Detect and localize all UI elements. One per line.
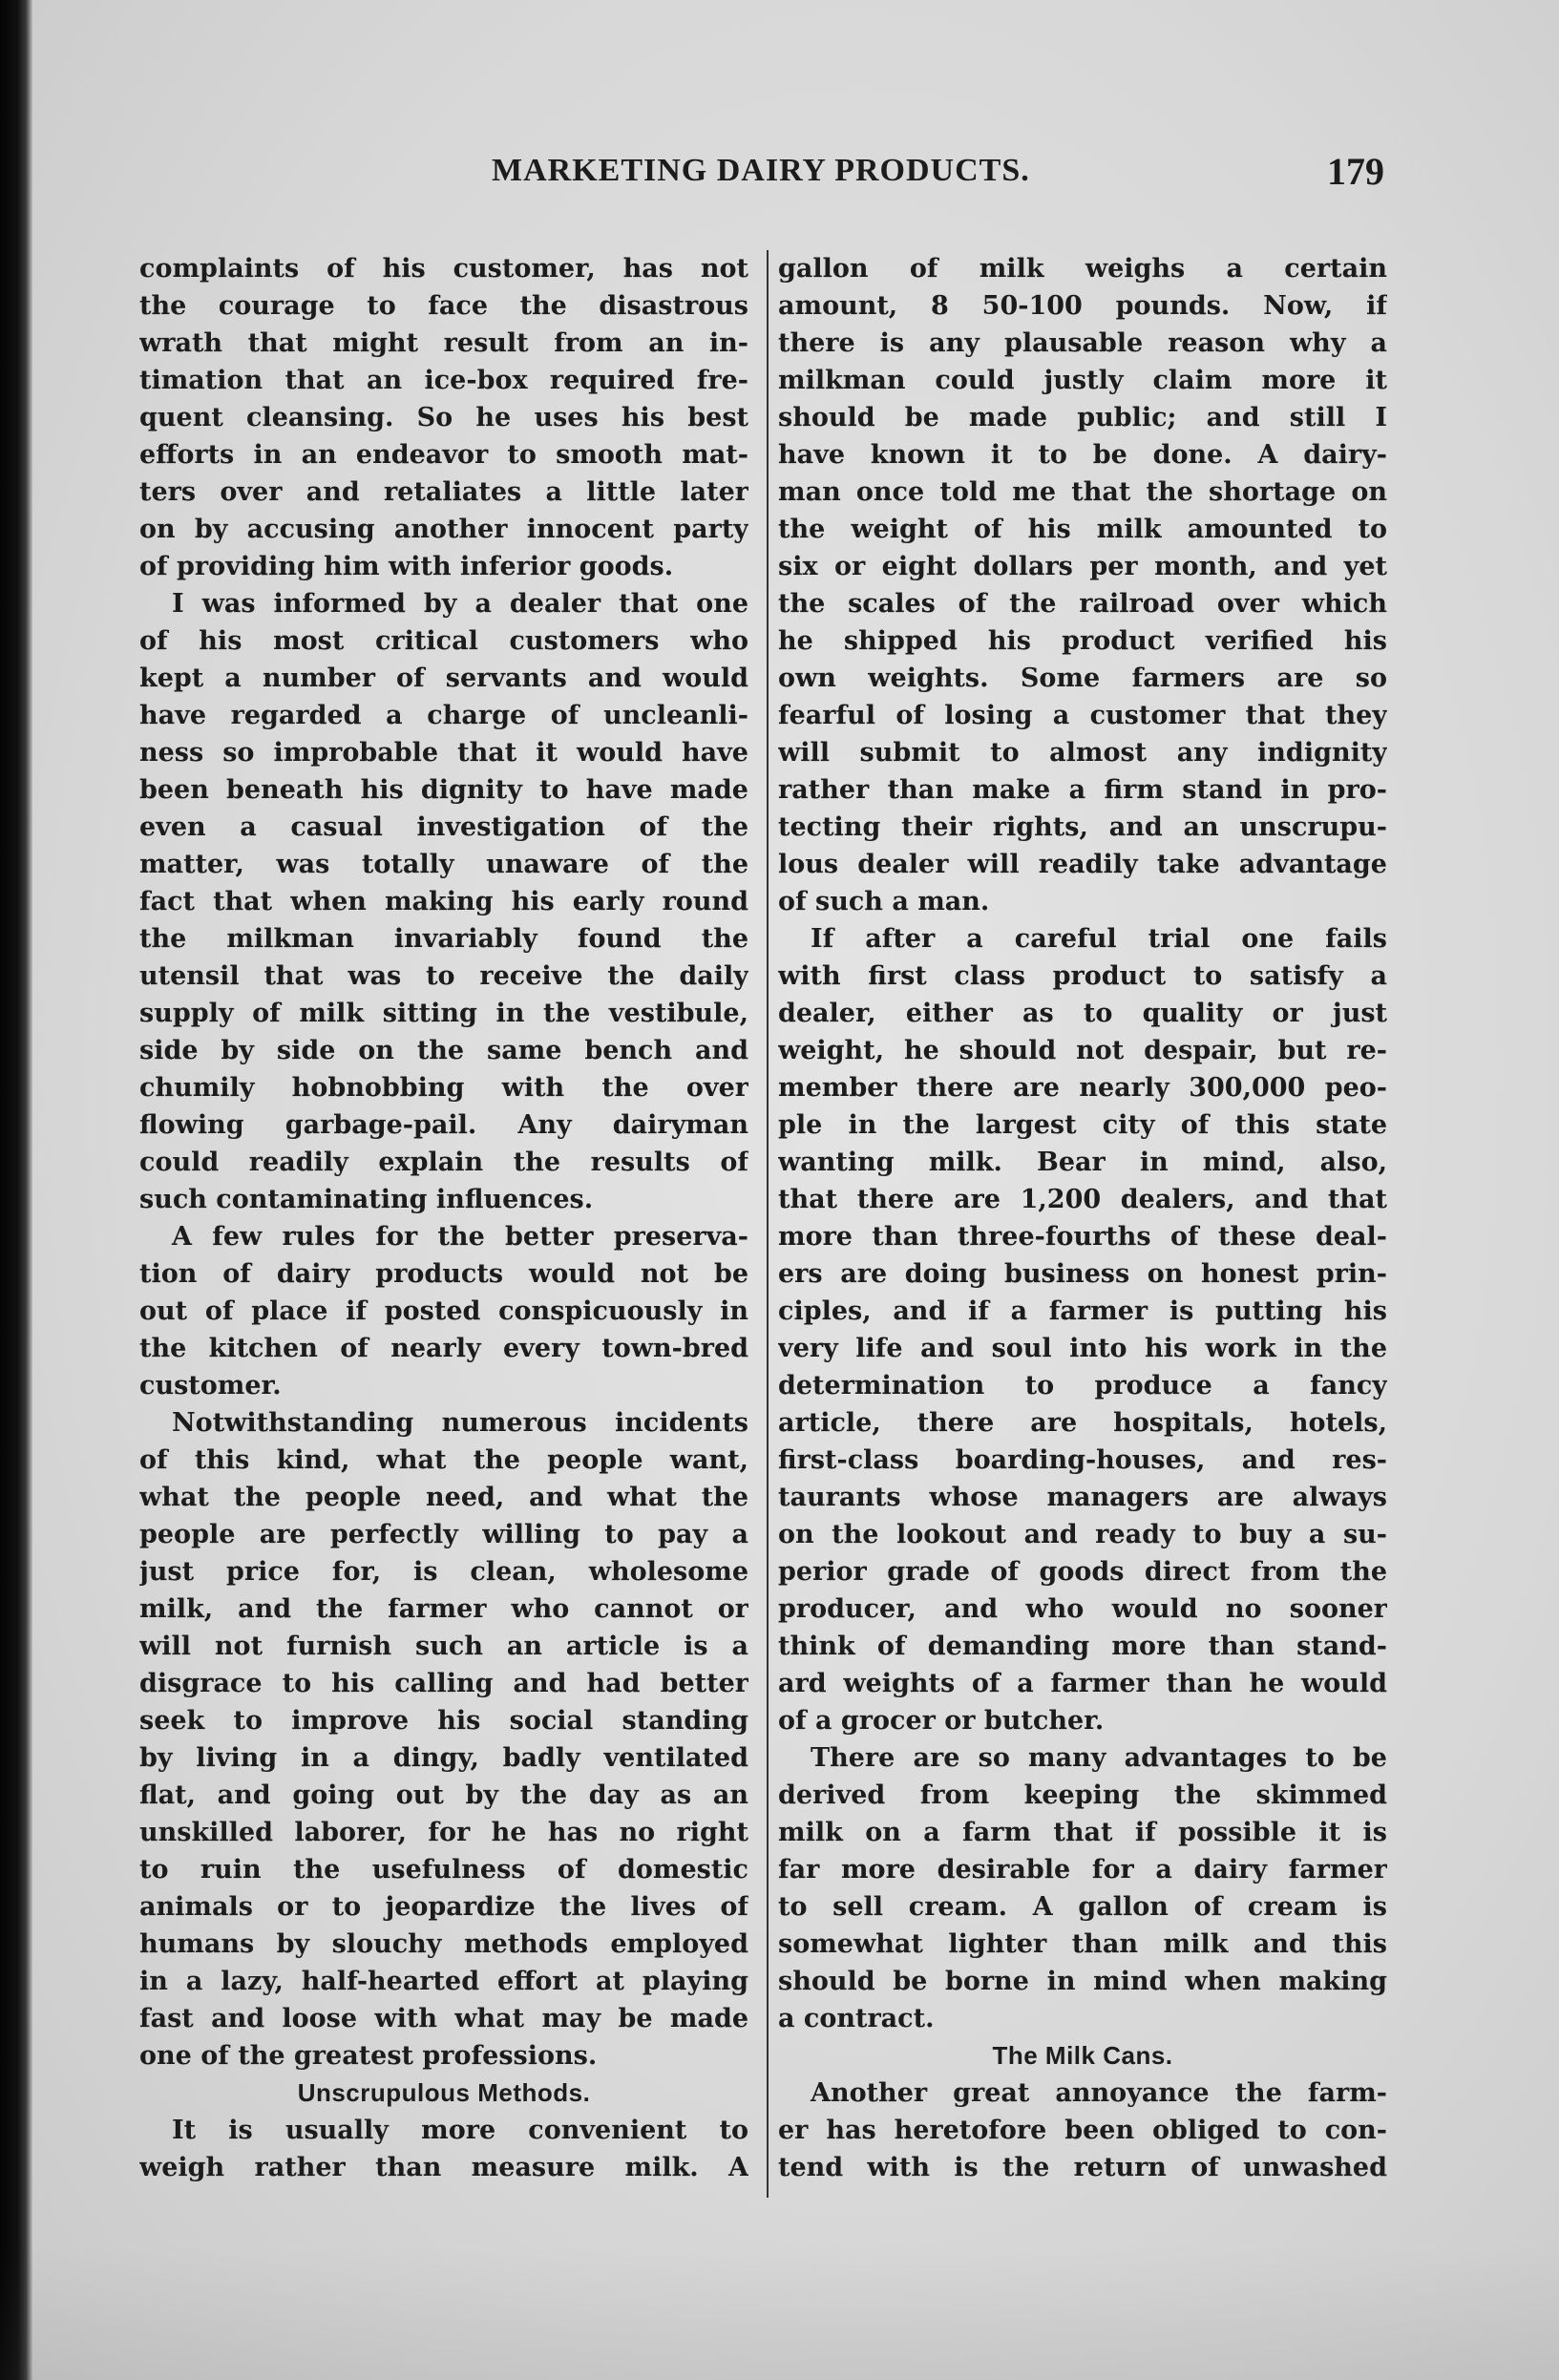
- text-line: have known it to be done. A dairy-: [778, 440, 1387, 470]
- text-line: more than three-fourths of these deal-: [778, 1222, 1387, 1252]
- text-line: one of the greatest professions.: [139, 2041, 598, 2071]
- section-heading: Unscrupulous Methods.: [297, 2078, 591, 2107]
- text-line: weight, he should not despair, but re-: [778, 1036, 1387, 1065]
- text-line: efforts in an endeavor to smooth mat-: [139, 440, 748, 470]
- text-line: of a grocer or butcher.: [778, 1706, 1105, 1736]
- right-column: [778, 250, 1387, 2186]
- text-line: tecting their rights, and an unscrupu-: [778, 812, 1387, 842]
- text-line: If after a careful trial one fails: [811, 924, 1387, 954]
- text-line: milkman could justly claim more it: [778, 366, 1387, 395]
- text-line: of this kind, what the people want,: [139, 1445, 748, 1475]
- text-line: could readily explain the results of: [139, 1148, 748, 1177]
- text-line: humans by slouchy methods employed: [139, 1929, 748, 1959]
- text-line: complaints of his customer, has not: [139, 254, 748, 284]
- page-number: 179: [1327, 150, 1384, 193]
- text-line: on by accusing another innocent party: [139, 515, 748, 544]
- text-line: quent cleansing. So he uses his best: [139, 403, 748, 432]
- text-line: will submit to almost any indignity: [778, 738, 1387, 768]
- text-line: the milkman invariably found the: [139, 924, 748, 954]
- text-line: such contaminating influences.: [139, 1185, 594, 1214]
- text-line: people are perfectly willing to pay a: [139, 1520, 748, 1549]
- text-line: taurants whose managers are always: [778, 1483, 1387, 1512]
- text-line: with first class product to satisfy a: [778, 961, 1387, 991]
- text-line: a contract.: [778, 2004, 935, 2033]
- text-line: seek to improve his social standing: [139, 1706, 748, 1736]
- text-line: out of place if posted conspicuously in: [139, 1296, 748, 1326]
- text-line: think of demanding more than stand-: [778, 1632, 1387, 1661]
- text-line: animals or to jeopardize the lives of: [139, 1892, 748, 1922]
- text-line: far more desirable for a dairy farmer: [778, 1855, 1387, 1885]
- text-line: of his most critical customers who: [139, 626, 748, 656]
- text-line: customer.: [139, 1371, 282, 1401]
- text-line: perior grade of goods direct from the: [778, 1557, 1387, 1587]
- text-line: in a lazy, half-hearted effort at playing: [139, 1967, 748, 1996]
- text-line: chumily hobnobbing with the over: [139, 1073, 748, 1103]
- text-line: Another great annoyance the farm-: [811, 2078, 1387, 2108]
- text-line: ters over and retaliates a little later: [139, 477, 748, 507]
- text-line: been beneath his dignity to have made: [139, 775, 748, 805]
- text-line: by living in a dingy, badly ventilated: [139, 1743, 748, 1773]
- text-line: ers are doing business on honest prin-: [778, 1259, 1387, 1289]
- text-line: ple in the largest city of this state: [778, 1110, 1387, 1140]
- text-line: that there are 1,200 dealers, and that: [778, 1185, 1387, 1214]
- text-line: er has heretofore been obliged to con-: [778, 2116, 1387, 2145]
- text-line: on the lookout and ready to buy a su-: [778, 1520, 1387, 1549]
- text-line: will not furnish such an article is a: [139, 1632, 748, 1661]
- text-line: own weights. Some farmers are so: [778, 663, 1387, 693]
- text-line: unskilled laborer, for he has no right: [139, 1818, 748, 1847]
- text-line: utensil that was to receive the daily: [139, 961, 748, 991]
- text-line: milk on a farm that if possible it is: [778, 1818, 1387, 1847]
- text-line: very life and soul into his work in the: [778, 1334, 1387, 1363]
- text-line: ard weights of a farmer than he would: [778, 1669, 1387, 1698]
- text-line: to ruin the usefulness of domestic: [139, 1855, 748, 1885]
- text-line: should be made public; and still I: [778, 403, 1387, 432]
- text-line: member there are nearly 300,000 peo-: [778, 1073, 1387, 1103]
- section-heading: The Milk Cans.: [992, 2041, 1173, 2070]
- text-line: It is usually more convenient to: [172, 2116, 748, 2145]
- text-line: flowing garbage-pail. Any dairyman: [139, 1110, 748, 1140]
- text-line: the kitchen of nearly every town-bred: [139, 1334, 748, 1363]
- text-line: to sell cream. A gallon of cream is: [778, 1892, 1387, 1922]
- text-line: the weight of his milk amounted to: [778, 515, 1387, 544]
- text-line: the scales of the railroad over which: [778, 589, 1387, 619]
- text-line: disgrace to his calling and had better: [139, 1669, 748, 1698]
- text-line: fact that when making his early round: [139, 887, 748, 916]
- text-line: matter, was totally unaware of the: [139, 850, 748, 879]
- text-line: article, there are hospitals, hotels,: [778, 1408, 1387, 1438]
- text-line: ness so improbable that it would have: [139, 738, 748, 768]
- text-line: I was informed by a dealer that one: [172, 589, 748, 619]
- text-line: ciples, and if a farmer is putting his: [778, 1296, 1387, 1326]
- text-line: Notwithstanding numerous incidents: [172, 1408, 748, 1438]
- text-line: flat, and going out by the day as an: [139, 1780, 748, 1810]
- text-line: dealer, either as to quality or just: [778, 999, 1387, 1028]
- text-line: derived from keeping the skimmed: [778, 1780, 1387, 1810]
- text-line: weigh rather than measure milk. A: [139, 2153, 748, 2182]
- text-line: kept a number of servants and would: [139, 663, 748, 693]
- left-column: [139, 250, 748, 2186]
- running-header: [143, 150, 1384, 200]
- text-line: tion of dairy products would not be: [139, 1259, 748, 1289]
- text-line: milk, and the farmer who cannot or: [139, 1594, 748, 1624]
- text-line: wrath that might result from an in-: [139, 328, 748, 358]
- text-line: There are so many advantages to be: [811, 1743, 1387, 1773]
- text-line: of providing him with inferior goods.: [139, 552, 674, 581]
- column-divider: [767, 250, 769, 2198]
- text-line: producer, and who would no sooner: [778, 1594, 1387, 1624]
- text-line: side by side on the same bench and: [139, 1036, 748, 1065]
- text-line: wanting milk. Bear in mind, also,: [778, 1148, 1387, 1177]
- text-line: he shipped his product verified his: [778, 626, 1387, 656]
- text-line: somewhat lighter than milk and this: [778, 1929, 1387, 1959]
- text-line: of such a man.: [778, 887, 990, 916]
- text-line: amount, 8 50-100 pounds. Now, if: [778, 291, 1387, 321]
- header-title: MARKETING DAIRY PRODUCTS.: [492, 153, 1030, 188]
- text-line: fast and loose with what may be made: [139, 2004, 748, 2033]
- text-line: gallon of milk weighs a certain: [778, 254, 1387, 284]
- page-binding-edge: [0, 0, 32, 2380]
- text-line: even a casual investigation of the: [139, 812, 748, 842]
- text-line: rather than make a firm stand in pro-: [778, 775, 1387, 805]
- page-bottom-shade: [0, 2246, 1559, 2380]
- text-line: there is any plausable reason why a: [778, 328, 1387, 358]
- text-line: first-class boarding-houses, and res-: [778, 1445, 1387, 1475]
- text-line: six or eight dollars per month, and yet: [778, 552, 1387, 581]
- text-line: man once told me that the shortage on: [778, 477, 1387, 507]
- text-line: the courage to face the disastrous: [139, 291, 748, 321]
- text-line: fearful of losing a customer that they: [778, 701, 1387, 730]
- text-line: supply of milk sitting in the vestibule,: [139, 999, 748, 1028]
- text-line: determination to produce a fancy: [778, 1371, 1387, 1401]
- text-line: tend with is the return of unwashed: [778, 2153, 1387, 2182]
- text-line: should be borne in mind when making: [778, 1967, 1387, 1996]
- text-line: lous dealer will readily take advantage: [778, 850, 1387, 879]
- text-line: have regarded a charge of uncleanli-: [139, 701, 748, 730]
- text-line: A few rules for the better preserva-: [172, 1222, 748, 1252]
- text-line: what the people need, and what the: [139, 1483, 748, 1512]
- text-line: just price for, is clean, wholesome: [139, 1557, 748, 1587]
- text-line: timation that an ice-box required fre-: [139, 366, 748, 395]
